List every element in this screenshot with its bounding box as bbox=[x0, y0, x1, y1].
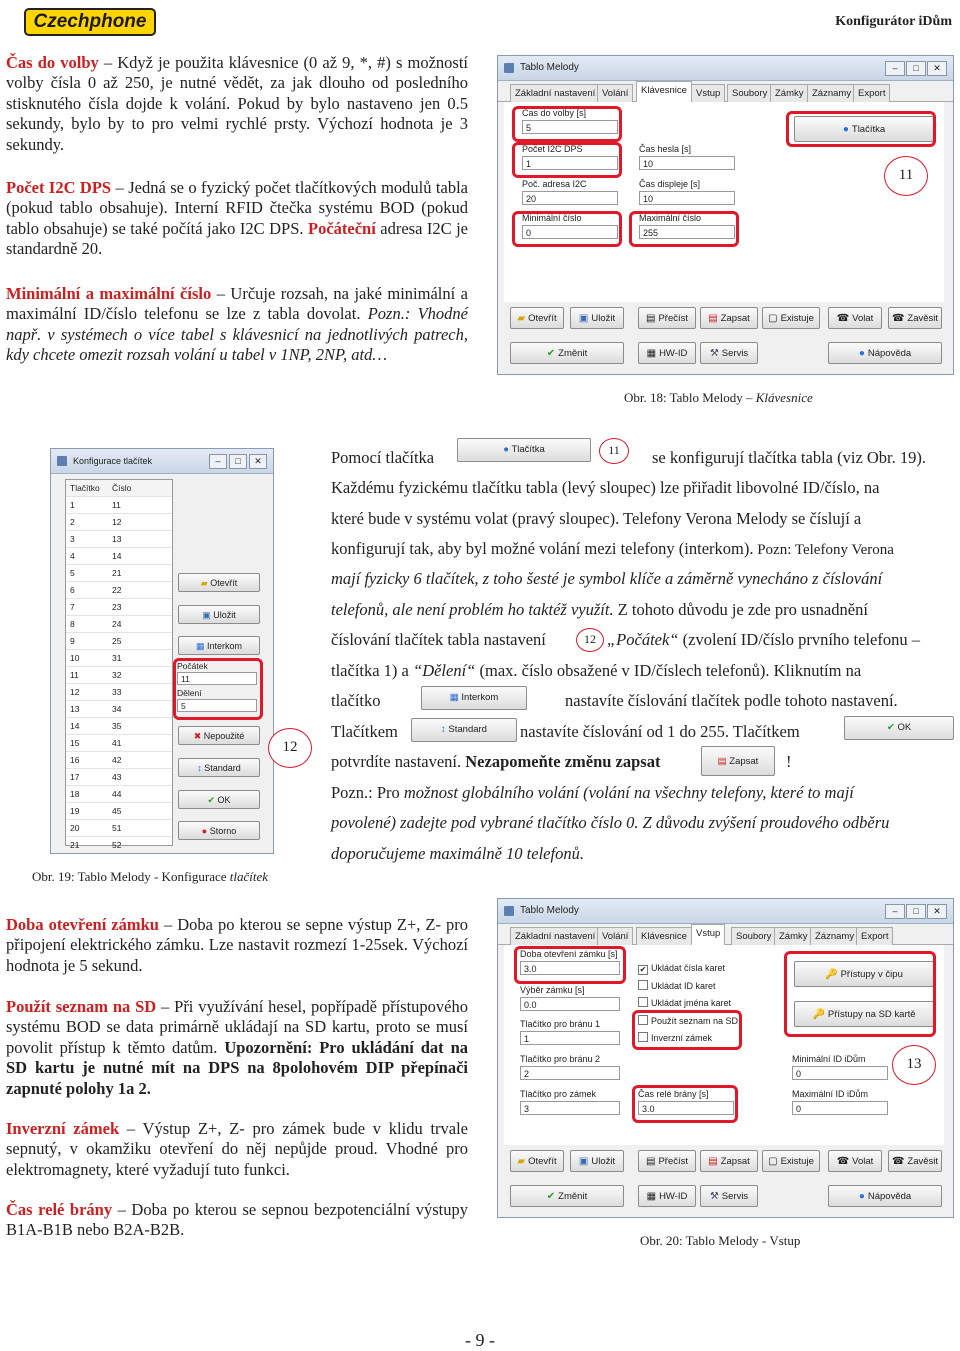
badge-11: 11 bbox=[884, 156, 928, 196]
button-index: 19 bbox=[70, 806, 80, 816]
button-index: 16 bbox=[70, 755, 80, 765]
otevrit-button[interactable]: ▰ Otevřít bbox=[178, 573, 260, 592]
blue-dot-icon: ● bbox=[842, 124, 849, 135]
mid-line-5: mají fyzicky 6 tlačítek, z toho šesté je symbol klíče a záměrně vynecháno z číslování bbox=[331, 569, 883, 588]
button-number: 22 bbox=[112, 585, 122, 595]
servis-button[interactable]: ⚒ Servis bbox=[700, 342, 758, 364]
tlacitka-label: Tlačítka bbox=[851, 124, 886, 135]
field-brana-2[interactable]: 2 bbox=[520, 1066, 620, 1080]
mid-line-11c: ! bbox=[786, 752, 792, 771]
list-item[interactable] bbox=[66, 837, 172, 854]
field-cas-hesla[interactable]: 10 bbox=[639, 156, 735, 170]
mid-line-7a: číslování tlačítek tabla nastavení bbox=[331, 630, 546, 649]
inline-ok-button: ✔ OK bbox=[844, 716, 954, 740]
list-item[interactable] bbox=[66, 633, 172, 650]
button-index: 8 bbox=[70, 619, 75, 629]
app-icon bbox=[504, 63, 514, 73]
zmenit-button[interactable]: ✔ Změnit bbox=[510, 342, 624, 364]
standard-button[interactable]: ↕ Standard bbox=[178, 758, 260, 777]
tab-vstup[interactable]: Vstup bbox=[691, 84, 725, 102]
paragraph-pocet-i2c bbox=[6, 178, 468, 260]
field-cas-displeje[interactable]: 10 bbox=[639, 191, 735, 205]
button-number: 44 bbox=[112, 789, 122, 799]
button-index: 5 bbox=[70, 568, 75, 578]
fig19-window bbox=[50, 448, 274, 854]
button-number: 11 bbox=[112, 500, 121, 510]
label-poc-adresa: Poč. adresa I2C bbox=[522, 179, 587, 189]
checkbox-ukladat-cisla[interactable]: ✔ Ukládat čísla karet bbox=[639, 963, 726, 974]
button-mapping-list[interactable] bbox=[65, 479, 173, 850]
close-icon[interactable]: ✕ bbox=[249, 454, 267, 469]
button-index: 15 bbox=[70, 738, 80, 748]
window-title: Konfigurace tlačítek bbox=[73, 456, 153, 466]
inline-badge-11: 11 bbox=[599, 438, 629, 464]
field-max-cislo[interactable]: 255 bbox=[639, 225, 735, 239]
servis-button[interactable]: ⚒ Servis bbox=[700, 1185, 758, 1207]
mid-line-11a: potvrdíte nastavení. Nezapomeňte změnu zapsat bbox=[331, 752, 661, 771]
label-min-id: Minimální ID iDům bbox=[792, 1054, 866, 1064]
term-min-max: Minimální a maximální číslo bbox=[6, 284, 212, 303]
inline-interkom-button: ▦ Interkom bbox=[421, 686, 527, 710]
fig20-caption: Obr. 20: Tablo Melody - Vstup bbox=[640, 1233, 801, 1248]
label-max-cislo: Maximální číslo bbox=[639, 213, 702, 223]
tab-zakladni[interactable]: Základní nastavení bbox=[510, 927, 600, 945]
fig20-tabs bbox=[498, 924, 953, 945]
tab-zamky[interactable]: Zámky bbox=[770, 84, 809, 102]
window-title: Tablo Melody bbox=[520, 905, 579, 916]
label-vyber-zamku: Výběr zámku [s] bbox=[520, 985, 585, 995]
window-title: Tablo Melody bbox=[520, 62, 579, 73]
zmenit-button[interactable]: ✔ Změnit bbox=[510, 1185, 624, 1207]
button-index: 12 bbox=[70, 687, 80, 697]
badge-12: 12 bbox=[268, 728, 312, 768]
text: – Určuje rozsah, na jaké minimální a maximální ID/číslo telefonu se lze z tabla dovolat. bbox=[6, 284, 468, 324]
button-index: 7 bbox=[70, 602, 75, 612]
list-item[interactable] bbox=[66, 803, 172, 820]
text: – Když je použita klávesnice (0 až 9, *, #) s možností volby čísla 0 až 250, je nutné vědět, za jak dlouho od posledního stisknutého čísla dojde k volání. Pokud by bylo nastaveno jen 0.5 sekundy, bylo by to pro velmi rychlé prsty. Výchozí hodnota je 3 sekundy. bbox=[6, 53, 468, 154]
paragraph-doba-otevreni bbox=[6, 915, 468, 976]
tab-export[interactable]: Export bbox=[856, 927, 893, 945]
button-number: 41 bbox=[112, 738, 122, 748]
highlight-tlacitka bbox=[786, 111, 936, 147]
paragraph-cas-do-volby bbox=[6, 53, 468, 155]
otevrit-button[interactable]: ▰ Otevřít bbox=[510, 307, 564, 329]
tab-klavesnice[interactable]: Klávesnice bbox=[636, 927, 692, 945]
highlight-pocatek-deleni bbox=[173, 658, 263, 720]
highlight-cas-do-volby bbox=[512, 106, 622, 142]
button-number: 34 bbox=[112, 704, 122, 714]
list-item[interactable] bbox=[66, 752, 172, 769]
label-cas-hesla: Čas hesla [s] bbox=[639, 144, 692, 154]
text: – Doba po kterou se sepnou bezpotenciální výstupy B1A-B1B nebo B2A-B2B. bbox=[6, 1200, 468, 1240]
button-number: 12 bbox=[112, 517, 122, 527]
maximize-icon[interactable]: □ bbox=[906, 904, 926, 919]
tab-zaznamy[interactable]: Záznamy bbox=[807, 84, 856, 102]
hwid-button[interactable]: ▦ HW-ID bbox=[638, 1185, 696, 1207]
button-number: 13 bbox=[112, 534, 122, 544]
list-item[interactable] bbox=[66, 718, 172, 735]
button-number: 43 bbox=[112, 772, 122, 782]
button-index: 13 bbox=[70, 704, 80, 714]
field-brana-1[interactable]: 1 bbox=[520, 1031, 620, 1045]
hwid-button[interactable]: ▦ HW-ID bbox=[638, 342, 696, 364]
checkbox-inverzni[interactable]: Inverzní zámek bbox=[638, 1032, 712, 1043]
minimize-icon[interactable]: – bbox=[885, 61, 905, 76]
list-item[interactable] bbox=[66, 599, 172, 616]
label-pocatek: Počátek bbox=[177, 661, 208, 671]
volat-button[interactable]: ☎ Volat bbox=[828, 1150, 882, 1172]
inline-tlacitka-button: ● Tlačítka bbox=[457, 438, 591, 462]
tab-zamky[interactable]: Zámky bbox=[774, 927, 813, 945]
mid-line-1b: se konfigurují tlačítka tabla (viz Obr. 19). bbox=[652, 448, 927, 467]
button-index: 2 bbox=[70, 517, 75, 527]
precist-button[interactable]: ▤ Přečíst bbox=[638, 1150, 696, 1172]
mid-line-9b: nastavíte číslování tlačítek podle tohoto nastavení. bbox=[565, 691, 898, 710]
button-number: 21 bbox=[112, 568, 122, 578]
precist-button[interactable]: ▤ Přečíst bbox=[638, 307, 696, 329]
tab-soubory[interactable]: Soubory bbox=[727, 84, 772, 102]
mid-line-7b: „Počátek“ (zvolení ID/číslo prvního telefonu – bbox=[607, 630, 920, 649]
fig18-titlebar bbox=[498, 56, 953, 81]
paragraph-pouzit-seznam bbox=[6, 997, 468, 1099]
text: – Výstup Z+, Z- pro zámek bude v klidu trvale sepnutý, v okamžiku otevření do něj nepůjde proud. Vhodné pro elektromagnety, které vyžadují tuto funkci. bbox=[6, 1119, 468, 1179]
warning-text: Upozornění: Pro ukládání dat na SD kartu je nutné mít na DPS na 8polohovém DIP přepínači zapnuté polohy 1a 2. bbox=[6, 1037, 469, 1098]
term-cas-rele: Čas relé brány bbox=[6, 1200, 113, 1219]
text: – Jedná se o fyzický počet tlačítkových modulů tabla (pokud tablo obsahuje). Interní RFID čtečka systému BOD (pokud tablo obsahuje) se také počítá jako I2C DPS. bbox=[6, 178, 469, 238]
ulozit-button[interactable]: ▣ Uložit bbox=[570, 307, 624, 329]
button-index: 11 bbox=[70, 670, 79, 680]
text: – Při využívání hesel, popřípadě přístupového systému BOD se data primárně ukládají na SD kartu, proto se musí povolit přístup k těmto datům. bbox=[6, 997, 468, 1057]
field-vyber-zamku[interactable]: 0.0 bbox=[520, 997, 620, 1011]
page-number: - 9 - bbox=[465, 1330, 495, 1350]
button-number: 25 bbox=[112, 636, 122, 646]
term-cas-do-volby: Čas do volby bbox=[6, 53, 99, 72]
tab-vstup[interactable]: Vstup bbox=[691, 924, 725, 945]
checkbox-pouzit-seznam[interactable]: Použít seznam na SD bbox=[638, 1015, 738, 1026]
fig18-tabs bbox=[498, 81, 953, 102]
paragraph-cas-rele bbox=[6, 1200, 468, 1241]
button-number: 31 bbox=[112, 653, 122, 663]
term-pocatecni: Počáteční bbox=[307, 218, 376, 238]
highlight-pristupy bbox=[784, 951, 936, 1037]
highlight-pocet-i2c bbox=[512, 142, 622, 178]
mid-line-1: Pomocí tlačítka bbox=[331, 448, 435, 467]
note-tail: u tabel v 1NP, 2NP, atd… bbox=[215, 345, 387, 365]
tab-export[interactable]: Export bbox=[853, 84, 890, 102]
button-index: 14 bbox=[70, 721, 80, 731]
highlight-doba-otevreni bbox=[514, 946, 626, 984]
storno-button[interactable]: ● Storno bbox=[178, 821, 260, 840]
button-index: 3 bbox=[70, 534, 75, 544]
paragraph-min-max bbox=[6, 284, 468, 366]
list-item[interactable] bbox=[66, 565, 172, 582]
mid-line-10a: Tlačítkem bbox=[331, 722, 398, 741]
list-item[interactable] bbox=[66, 616, 172, 633]
button-index: 4 bbox=[70, 551, 75, 561]
highlight-max-cislo bbox=[629, 211, 739, 247]
tab-zaznamy[interactable]: Záznamy bbox=[810, 927, 859, 945]
mid-line-12: Pozn.: Pro možnost globálního volání (volání na všechny telefony, které to mají bbox=[331, 783, 854, 802]
mid-line-13: povolené) zadejte pod vybrané tlačítko číslo 0. Z důvodu zvýšení proudového odběru bbox=[331, 813, 890, 832]
field-min-id[interactable]: 0 bbox=[792, 1066, 888, 1080]
button-index: 21 bbox=[70, 840, 80, 850]
label-cas-do-volby: Čas do volby [s] bbox=[522, 108, 587, 118]
existuje-button[interactable]: ▢ Existuje bbox=[762, 1150, 820, 1172]
button-number: 52 bbox=[112, 840, 122, 850]
list-item[interactable] bbox=[66, 769, 172, 786]
zapsat-button[interactable]: ▤ Zapsat bbox=[700, 307, 758, 329]
tab-volani[interactable]: Volání bbox=[597, 927, 633, 945]
otevrit-button[interactable]: ▰ Otevřít bbox=[510, 1150, 564, 1172]
maximize-icon[interactable]: □ bbox=[229, 454, 247, 469]
button-number: 24 bbox=[112, 619, 122, 629]
list-item[interactable] bbox=[66, 735, 172, 752]
paragraph-inverzni bbox=[6, 1119, 468, 1180]
fig18-window bbox=[497, 55, 954, 375]
button-number: 35 bbox=[112, 721, 122, 731]
fig19-caption: Obr. 19: Tablo Melody - Konfigurace tlačítek bbox=[32, 869, 269, 884]
nepouzite-button[interactable]: ✖ Nepoužité bbox=[178, 726, 260, 745]
list-item[interactable] bbox=[66, 786, 172, 803]
label-deleni: Dělení bbox=[177, 688, 202, 698]
list-item[interactable] bbox=[66, 497, 172, 514]
term-doba-otevreni: Doba otevření zámku bbox=[6, 915, 159, 934]
checkbox-ukladat-jmena[interactable]: Ukládat jména karet bbox=[638, 997, 731, 1008]
mid-line-8: tlačítka 1) a “Dělení“ (max. číslo obsažené v ID/číslech telefonů). Kliknutím na bbox=[331, 661, 862, 680]
field-deleni[interactable]: 5 bbox=[177, 699, 257, 712]
inline-standard-button: ↕ Standard bbox=[411, 718, 517, 742]
button-index: 10 bbox=[70, 653, 80, 663]
label-brana-1: Tlačítko pro bránu 1 bbox=[520, 1019, 601, 1029]
list-item[interactable] bbox=[66, 582, 172, 599]
term-pouzit-seznam: Použít seznam na SD bbox=[6, 997, 157, 1016]
ulozit-button[interactable]: ▣ Uložit bbox=[570, 1150, 624, 1172]
zavesit-button[interactable]: ☎ Zavěsit bbox=[888, 1150, 942, 1172]
button-index: 17 bbox=[70, 772, 80, 782]
note: Pozn.: Vhodné např. v systémech o více tabel s klávesnicí na jednotlivých patrech, kdy chcete omezit rozsah volání bbox=[6, 304, 468, 365]
list-item[interactable] bbox=[66, 684, 172, 701]
tab-volani[interactable]: Volání bbox=[597, 84, 633, 102]
button-number: 14 bbox=[112, 551, 122, 561]
field-max-id[interactable]: 0 bbox=[792, 1101, 888, 1115]
mid-line-9a: tlačítko bbox=[331, 691, 381, 710]
minimize-icon[interactable]: – bbox=[885, 904, 905, 919]
pristupy-cip-button[interactable]: 🔑 Přístupy v čipu bbox=[794, 961, 934, 987]
mid-line-14: doporučujeme maximálně 10 telefonů. bbox=[331, 844, 584, 863]
mid-line-3: které bude v systému volat (pravý sloupec). Telefony Verona Melody se číslují a bbox=[331, 509, 862, 528]
checkbox-ukladat-id[interactable]: Ukládat ID karet bbox=[638, 980, 716, 991]
ok-button[interactable]: ✔ OK bbox=[178, 790, 260, 809]
button-index: 1 bbox=[70, 500, 75, 510]
napoveda-button[interactable]: ● Nápověda bbox=[828, 1185, 942, 1207]
button-index: 6 bbox=[70, 585, 75, 595]
field-poc-adresa[interactable]: 20 bbox=[522, 191, 618, 205]
volat-button[interactable]: ☎ Volat bbox=[828, 307, 882, 329]
mid-line-6: telefonů, ale není problém ho taktéž využít. Z tohoto důvodu je zde pro usnadnění bbox=[331, 600, 868, 619]
label-doba-otevreni: Doba otevření zámku [s] bbox=[520, 949, 618, 959]
label-pocet-i2c: Počet I2C DPS bbox=[522, 144, 583, 154]
list-item[interactable] bbox=[66, 667, 172, 684]
button-number: 33 bbox=[112, 687, 122, 697]
label-cas-rele: Čas relé brány [s] bbox=[638, 1089, 709, 1099]
highlight-min-cislo bbox=[512, 211, 622, 247]
list-item[interactable] bbox=[66, 548, 172, 565]
list-item[interactable] bbox=[66, 650, 172, 667]
text: – Doba po kterou se sepne výstup Z+, Z- pro připojení elektrického zámku. Lze nastavit rozmezí 1-25sek. Výchozí hodnota je 5 sekund. bbox=[6, 915, 468, 975]
term-pocet-i2c: Počet I2C DPS bbox=[6, 178, 112, 197]
field-cas-rele[interactable]: 3.0 bbox=[638, 1101, 734, 1115]
document-header-title: Konfigurátor iDům bbox=[835, 14, 952, 29]
field-doba-otevreni[interactable]: 3.0 bbox=[520, 961, 620, 975]
label-max-id: Maximální ID iDům bbox=[792, 1089, 869, 1099]
list-item[interactable] bbox=[66, 701, 172, 718]
fig18-caption: Obr. 18: Tablo Melody – Klávesnice bbox=[624, 390, 813, 405]
button-number: 51 bbox=[112, 823, 122, 833]
zavesit-button[interactable]: ☎ Zavěsit bbox=[888, 307, 942, 329]
button-index: 20 bbox=[70, 823, 80, 833]
term-inverzni: Inverzní zámek bbox=[6, 1119, 120, 1138]
label-cas-displeje: Čas displeje [s] bbox=[639, 179, 701, 189]
minimize-icon[interactable]: – bbox=[209, 454, 227, 469]
field-pocet-i2c[interactable]: 1 bbox=[522, 156, 618, 170]
button-number: 42 bbox=[112, 755, 122, 765]
button-number: 23 bbox=[112, 602, 122, 612]
text: adresa I2C je standardně 20. bbox=[6, 218, 468, 259]
interkom-button[interactable]: ▦ Interkom bbox=[178, 636, 260, 655]
inline-zapsat-button: ▤ Zapsat bbox=[701, 746, 775, 776]
mid-line-4: konfigurují tak, aby byl možné volání mezi telefony (interkom). Pozn: Telefony Verona bbox=[331, 539, 894, 558]
fig20-titlebar bbox=[498, 899, 953, 924]
list-item[interactable] bbox=[66, 820, 172, 837]
mid-line-2: Každému fyzickému tlačítku tabla (levý sloupec) lze přiřadit libovolné ID/číslo, na bbox=[331, 478, 880, 497]
close-icon[interactable]: ✕ bbox=[927, 904, 947, 919]
maximize-icon[interactable]: □ bbox=[906, 61, 926, 76]
ulozit-button[interactable]: ▣ Uložit bbox=[178, 605, 260, 624]
mid-line-10b: nastavíte číslování od 1 do 255. Tlačítkem bbox=[520, 722, 800, 741]
button-index: 9 bbox=[70, 636, 75, 646]
czechphone-logo: Czechphone bbox=[24, 8, 156, 36]
label-zamek: Tlačítko pro zámek bbox=[520, 1089, 597, 1099]
badge-13: 13 bbox=[892, 1045, 936, 1085]
list-item[interactable] bbox=[66, 514, 172, 531]
existuje-button[interactable]: ▢ Existuje bbox=[762, 307, 820, 329]
fig20-window bbox=[497, 898, 954, 1218]
fig19-titlebar bbox=[51, 449, 273, 474]
label-min-cislo: Minimální číslo bbox=[522, 213, 582, 223]
tab-soubory[interactable]: Soubory bbox=[731, 927, 776, 945]
close-icon[interactable]: ✕ bbox=[927, 61, 947, 76]
highlight-cas-rele bbox=[632, 1085, 738, 1123]
label-brana-2: Tlačítko pro bránu 2 bbox=[520, 1054, 601, 1064]
tab-klavesnice[interactable]: Klávesnice bbox=[636, 81, 692, 102]
list-header: Tlačítko Číslo bbox=[66, 480, 172, 497]
button-number: 32 bbox=[112, 670, 122, 680]
field-zamek[interactable]: 3 bbox=[520, 1101, 620, 1115]
field-min-cislo[interactable]: 0 bbox=[522, 225, 618, 239]
zapsat-button[interactable]: ▤ Zapsat bbox=[700, 1150, 758, 1172]
pristupy-sd-button[interactable]: 🔑 Přístupy na SD kartě bbox=[794, 1001, 934, 1027]
inline-badge-12: 12 bbox=[576, 628, 604, 652]
tab-zakladni[interactable]: Základní nastavení bbox=[510, 84, 600, 102]
field-cas-do-volby[interactable]: 5 bbox=[522, 120, 618, 134]
field-pocatek[interactable]: 11 bbox=[177, 672, 257, 685]
button-number: 45 bbox=[112, 806, 122, 816]
list-item[interactable] bbox=[66, 531, 172, 548]
highlight-seznam-inverzni bbox=[632, 1010, 742, 1050]
napoveda-button[interactable]: ● Nápověda bbox=[828, 342, 942, 364]
button-index: 18 bbox=[70, 789, 80, 799]
